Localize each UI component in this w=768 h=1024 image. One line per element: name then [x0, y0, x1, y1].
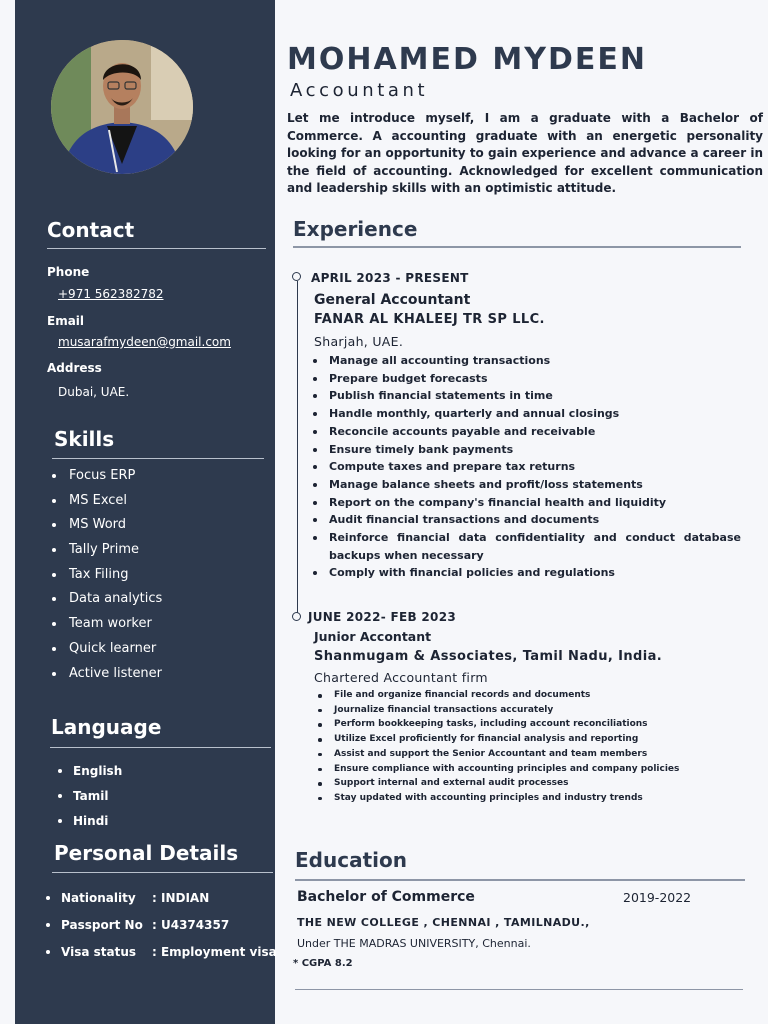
person-avatar-icon [51, 40, 193, 174]
bullet [46, 896, 50, 900]
nationality-value: : INDIAN [152, 891, 210, 905]
personal-details-heading: Personal Details [54, 841, 239, 865]
education-cgpa: * CGPA 8.2 [293, 958, 353, 969]
skills-heading: Skills [54, 427, 115, 451]
duty-item: Reinforce financial data confidentiality and conduct database backups when necessary [313, 529, 741, 564]
job-location: Sharjah, UAE. [314, 334, 404, 349]
bullet [46, 950, 50, 954]
skills-list [52, 466, 162, 688]
language-item: English [58, 762, 122, 787]
duty-item: Ensure compliance with accounting principles and company policies [318, 762, 748, 777]
skill-item: Quick learner [52, 639, 162, 664]
duty-item: Manage all accounting transactions [313, 352, 741, 370]
experience-heading: Experience [293, 217, 418, 241]
duty-item: Report on the company's financial health and liquidity [313, 494, 741, 512]
education-university: Under THE MADRAS UNIVERSITY, Chennai. [297, 937, 531, 950]
skill-item: Tally Prime [52, 540, 162, 565]
bullet [46, 923, 50, 927]
duty-item: Stay updated with accounting principles and industry trends [318, 791, 748, 806]
job-duties-list [318, 688, 748, 806]
skill-item: Tax Filing [52, 565, 162, 590]
job-location: Chartered Accountant firm [314, 670, 488, 685]
visa-label: Visa status [61, 945, 137, 959]
language-list [58, 762, 122, 836]
contact-heading: Contact [47, 218, 135, 242]
education-college: THE NEW COLLEGE , CHENNAI , TAMILNADU., [297, 916, 590, 929]
timeline-node-icon [292, 272, 301, 281]
job-company: FANAR AL KHALEEJ TR SP LLC. [314, 312, 545, 327]
education-years: 2019-2022 [623, 890, 692, 905]
skills-divider [52, 458, 264, 459]
address-label: Address [47, 361, 102, 375]
duty-item: Handle monthly, quarterly and annual closings [313, 405, 741, 423]
language-divider [50, 747, 271, 748]
education-degree: Bachelor of Commerce [297, 889, 475, 905]
duty-item: Compute taxes and prepare tax returns [313, 458, 741, 476]
nationality-label: Nationality [61, 891, 136, 905]
education-divider [295, 879, 745, 881]
education-heading: Education [295, 848, 407, 872]
skill-item: Active listener [52, 664, 162, 689]
duty-item: Publish financial statements in time [313, 387, 741, 405]
email-label: Email [47, 314, 85, 328]
candidate-name: MOHAMED MYDEEN [287, 42, 647, 77]
contact-divider [47, 248, 266, 249]
language-item: Hindi [58, 812, 122, 837]
skill-item: Data analytics [52, 589, 162, 614]
duty-item: Support internal and external audit processes [318, 776, 748, 791]
job-title: General Accountant [314, 292, 471, 308]
duty-item: Journalize financial transactions accurately [318, 703, 748, 718]
passport-label: Passport No [61, 918, 143, 932]
experience-divider [293, 246, 741, 248]
job-period: APRIL 2023 - PRESENT [311, 271, 469, 285]
skill-item: Focus ERP [52, 466, 162, 491]
duty-item: Assist and support the Senior Accountant and team members [318, 747, 748, 762]
education-bottom-divider [295, 989, 743, 990]
intro-paragraph: Let me introduce myself, I am a graduate with a Bachelor of Commerce. A accounting graduate with an energetic personality looking for an opportunity to gain experience and advance a career in the field of accounting. Acknowledged for excellent communication and leadership skills with an optimistic attitude. [287, 111, 763, 195]
experience-timeline [297, 281, 298, 617]
passport-value: : U4374357 [152, 918, 230, 932]
language-item: Tamil [58, 787, 122, 812]
duty-item: Audit financial transactions and documents [313, 511, 741, 529]
skill-item: Team worker [52, 614, 162, 639]
visa-value: : Employment visa [152, 945, 277, 959]
job-title: Junior Accontant [314, 629, 432, 644]
timeline-node-icon [292, 612, 301, 621]
language-heading: Language [51, 715, 162, 739]
phone-link[interactable]: +971 562382782 [58, 287, 164, 301]
personal-details-divider [52, 872, 273, 873]
duty-item: Manage balance sheets and profit/loss statements [313, 476, 741, 494]
address-value: Dubai, UAE. [58, 385, 130, 399]
duty-item: Perform bookkeeping tasks, including account reconciliations [318, 717, 748, 732]
candidate-role: Accountant [290, 80, 429, 101]
duty-item: Prepare budget forecasts [313, 370, 741, 388]
job-duties-list [313, 352, 741, 582]
duty-item: Reconcile accounts payable and receivable [313, 423, 741, 441]
phone-label: Phone [47, 265, 90, 279]
job-period: JUNE 2022- FEB 2023 [308, 610, 457, 624]
profile-photo [51, 40, 193, 174]
job-company: Shanmugam & Associates, Tamil Nadu, India. [314, 649, 663, 664]
duty-item: Ensure timely bank payments [313, 441, 741, 459]
duty-item: Utilize Excel proficiently for financial analysis and reporting [318, 732, 748, 747]
duty-item: Comply with financial policies and regulations [313, 564, 741, 582]
email-link[interactable]: musarafmydeen@gmail.com [58, 335, 231, 349]
skill-item: MS Word [52, 515, 162, 540]
duty-item: File and organize financial records and documents [318, 688, 748, 703]
skill-item: MS Excel [52, 491, 162, 516]
